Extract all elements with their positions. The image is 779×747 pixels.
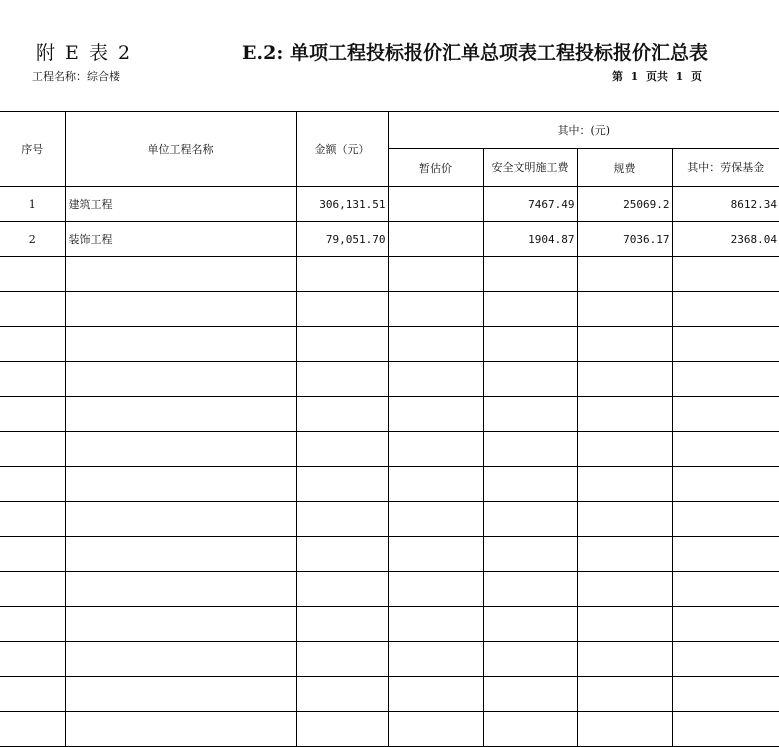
empty-cell [577,677,672,712]
header-labor-fund: 其中：劳保基金 [672,149,779,187]
empty-cell [296,607,388,642]
cell-safety: 1904.87 [483,222,577,257]
cell-fees: 7036.17 [577,222,672,257]
empty-cell [296,642,388,677]
empty-cell [296,502,388,537]
empty-cell [672,327,779,362]
empty-cell [483,397,577,432]
empty-cell [388,327,483,362]
empty-cell [65,467,296,502]
cell-amount: 79,051.70 [296,222,388,257]
empty-cell [577,432,672,467]
empty-cell [296,467,388,502]
empty-cell [0,572,65,607]
empty-cell [296,712,388,747]
empty-cell [672,677,779,712]
cell-provisional [388,187,483,222]
empty-cell [65,607,296,642]
empty-cell [672,607,779,642]
empty-cell [0,607,65,642]
empty-cell [0,467,65,502]
empty-cell [577,327,672,362]
empty-cell [65,712,296,747]
empty-cell [672,572,779,607]
empty-cell [577,572,672,607]
project-name: 工程名称：综合楼 [32,70,120,83]
empty-cell [0,537,65,572]
empty-cell [65,537,296,572]
empty-row [0,502,779,537]
cell-name: 装饰工程 [65,222,296,257]
empty-row [0,292,779,327]
empty-cell [577,502,672,537]
cell-no: 2 [0,222,65,257]
header-unit-name: 单位工程名称 [65,112,296,187]
empty-cell [672,467,779,502]
empty-cell [577,362,672,397]
cell-name: 建筑工程 [65,187,296,222]
empty-cell [65,642,296,677]
empty-cell [388,502,483,537]
empty-cell [577,397,672,432]
empty-cell [388,537,483,572]
empty-cell [388,607,483,642]
empty-cell [65,432,296,467]
empty-cell [388,432,483,467]
empty-cell [65,292,296,327]
empty-cell [65,257,296,292]
empty-cell [483,327,577,362]
empty-cell [388,467,483,502]
cell-amount: 306,131.51 [296,187,388,222]
empty-cell [577,257,672,292]
appendix-label: 附 E 表 2 [36,42,133,64]
empty-row [0,572,779,607]
empty-row [0,432,779,467]
empty-cell [483,677,577,712]
cell-labor: 2368.04 [672,222,779,257]
empty-cell [0,642,65,677]
empty-cell [388,712,483,747]
empty-cell [483,257,577,292]
empty-cell [577,537,672,572]
empty-cell [65,362,296,397]
empty-cell [296,292,388,327]
empty-row [0,362,779,397]
empty-cell [0,292,65,327]
empty-cell [65,327,296,362]
header-no: 序号 [0,112,65,187]
empty-cell [672,712,779,747]
empty-row [0,397,779,432]
cell-fees: 25069.2 [577,187,672,222]
cell-safety: 7467.49 [483,187,577,222]
cell-labor: 8612.34 [672,187,779,222]
empty-cell [577,607,672,642]
empty-cell [0,397,65,432]
empty-cell [0,327,65,362]
empty-cell [483,712,577,747]
empty-cell [577,292,672,327]
table-row [0,187,779,222]
empty-row [0,677,779,712]
empty-cell [388,642,483,677]
cell-no: 1 [0,187,65,222]
empty-cell [672,397,779,432]
summary-table [0,111,779,747]
empty-cell [483,432,577,467]
empty-cell [296,397,388,432]
empty-cell [296,257,388,292]
empty-cell [388,572,483,607]
empty-row [0,327,779,362]
table-row [0,222,779,257]
empty-cell [483,572,577,607]
empty-cell [483,502,577,537]
empty-cell [483,607,577,642]
empty-cell [296,327,388,362]
empty-row [0,467,779,502]
empty-cell [0,502,65,537]
empty-cell [65,502,296,537]
empty-cell [672,362,779,397]
empty-cell [388,677,483,712]
empty-cell [296,362,388,397]
empty-row [0,537,779,572]
empty-cell [388,362,483,397]
header-safety: 安全文明施工费 [483,149,577,187]
empty-cell [483,467,577,502]
empty-cell [65,677,296,712]
empty-cell [672,432,779,467]
empty-row [0,712,779,747]
empty-cell [483,537,577,572]
header-amount: 金额（元） [296,112,388,187]
empty-row [0,607,779,642]
empty-cell [483,642,577,677]
empty-row [0,257,779,292]
empty-cell [577,712,672,747]
empty-cell [672,642,779,677]
empty-cell [483,362,577,397]
empty-cell [0,362,65,397]
empty-cell [296,432,388,467]
header-of-which: 其中：(元) [388,112,779,149]
empty-cell [296,537,388,572]
page-title: E.2: 单项工程投标报价汇单总项表工程投标报价汇总表 [242,42,708,64]
empty-row [0,642,779,677]
empty-cell [577,467,672,502]
empty-cell [296,572,388,607]
empty-cell [672,292,779,327]
empty-cell [388,397,483,432]
empty-cell [0,677,65,712]
empty-cell [0,712,65,747]
empty-cell [296,677,388,712]
empty-cell [0,432,65,467]
header-provisional: 暂估价 [388,149,483,187]
empty-cell [672,502,779,537]
empty-cell [672,537,779,572]
page-number: 第 1 页共 1 页 [612,70,702,83]
empty-cell [388,257,483,292]
header-fees: 规费 [577,149,672,187]
empty-cell [388,292,483,327]
cell-provisional [388,222,483,257]
empty-cell [0,257,65,292]
empty-cell [577,642,672,677]
empty-cell [672,257,779,292]
empty-cell [65,572,296,607]
empty-cell [483,292,577,327]
empty-cell [65,397,296,432]
